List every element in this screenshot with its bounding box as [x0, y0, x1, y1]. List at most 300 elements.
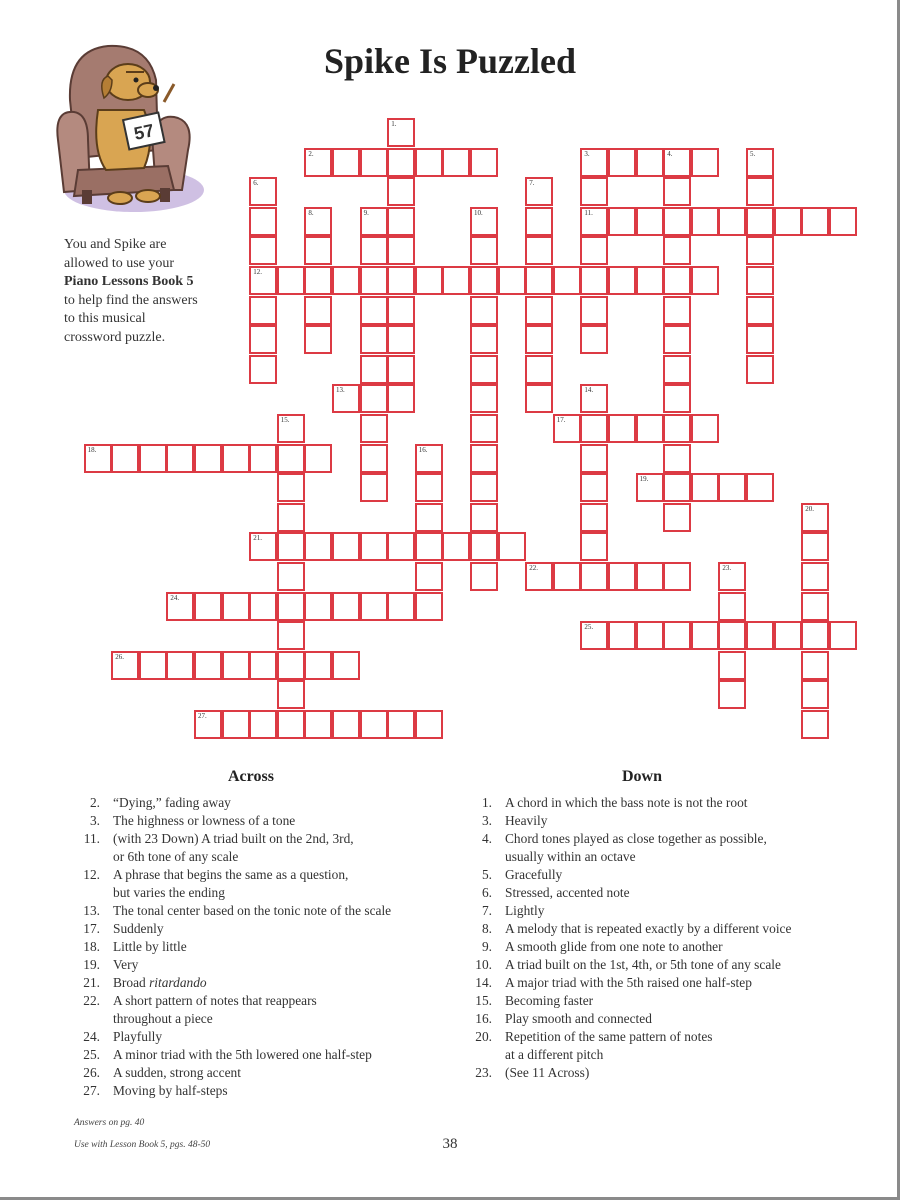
- cell-number: 19.: [639, 475, 649, 484]
- crossword-cell[interactable]: [553, 562, 581, 591]
- clue-text: A melody that is repeated exactly by a different voice: [505, 921, 792, 936]
- crossword-cell[interactable]: [580, 296, 608, 325]
- crossword-cell[interactable]: [194, 592, 222, 621]
- crossword-cell[interactable]: [387, 266, 415, 295]
- down-clue: [456, 830, 856, 866]
- cell-number: 10.: [474, 208, 483, 217]
- crossword-cell[interactable]: [139, 651, 167, 680]
- clue-text: A smooth glide from one note to another: [505, 939, 723, 954]
- crossword-cell[interactable]: [746, 266, 774, 295]
- crossword-cell[interactable]: [746, 148, 774, 177]
- across-clue: [64, 956, 444, 974]
- clue-number: 18.: [83, 939, 100, 954]
- dog-in-armchair-illustration: [48, 40, 208, 225]
- crossword-cell[interactable]: [222, 444, 250, 473]
- crossword-cell[interactable]: [360, 592, 388, 621]
- crossword-cell[interactable]: [746, 325, 774, 354]
- crossword-cell[interactable]: [332, 532, 360, 561]
- crossword-cell[interactable]: [525, 384, 553, 413]
- crossword-cell[interactable]: [801, 207, 829, 236]
- cell-number: 13.: [336, 386, 345, 395]
- crossword-cell[interactable]: [415, 473, 443, 502]
- clue-number: 2.: [89, 795, 100, 810]
- crossword-cell[interactable]: [718, 592, 746, 621]
- clue-number: 14.: [475, 975, 492, 990]
- crossword-cell[interactable]: [222, 592, 250, 621]
- cell-number: 12.: [253, 268, 262, 276]
- crossword-cell[interactable]: [498, 532, 526, 561]
- across-clue: [64, 812, 444, 830]
- down-heading: Down: [622, 768, 663, 785]
- crossword-cell[interactable]: [718, 473, 746, 502]
- crossword-cell[interactable]: [387, 296, 415, 325]
- across-clue-list: [64, 794, 444, 1100]
- crossword-cell[interactable]: [691, 266, 719, 295]
- crossword-cell[interactable]: [415, 503, 443, 532]
- clue-number: 9.: [481, 939, 492, 954]
- crossword-cell[interactable]: [553, 266, 581, 295]
- crossword-cell[interactable]: [249, 236, 277, 265]
- crossword-cell[interactable]: [249, 355, 277, 384]
- crossword-cell[interactable]: [580, 266, 608, 295]
- crossword-cell[interactable]: [249, 296, 277, 325]
- crossword-cell[interactable]: [801, 562, 829, 591]
- crossword-cell[interactable]: [360, 414, 388, 443]
- crossword-cell[interactable]: [636, 621, 664, 650]
- crossword-cell[interactable]: [277, 680, 305, 709]
- crossword-cell[interactable]: [360, 207, 388, 236]
- crossword-cell[interactable]: [691, 621, 719, 650]
- crossword-cell[interactable]: [222, 710, 250, 739]
- intro-line-1: You and Spike are allowed to use your: [64, 237, 175, 271]
- cell-number: 22.: [529, 564, 538, 572]
- down-clue: [456, 884, 856, 902]
- clue-number: 21.: [83, 975, 100, 990]
- crossword-cell[interactable]: [194, 710, 222, 739]
- crossword-cell[interactable]: [580, 532, 608, 561]
- crossword-cell[interactable]: [360, 266, 388, 295]
- crossword-cell[interactable]: [580, 177, 608, 206]
- crossword-cell[interactable]: [470, 266, 498, 295]
- crossword-cell[interactable]: [277, 710, 305, 739]
- across-clue: [64, 1064, 444, 1082]
- clue-number: 24.: [83, 1029, 100, 1044]
- crossword-cell[interactable]: [442, 532, 470, 561]
- answers-note: Answers on pg. 40: [74, 1118, 145, 1128]
- crossword-cell[interactable]: [774, 621, 802, 650]
- crossword-cell[interactable]: [608, 621, 636, 650]
- cell-number: 11.: [584, 208, 593, 217]
- crossword-cell[interactable]: [746, 296, 774, 325]
- clue-number: 11.: [83, 831, 100, 846]
- crossword-cell[interactable]: [415, 266, 443, 295]
- down-clue: [456, 992, 856, 1010]
- crossword-cell[interactable]: [222, 651, 250, 680]
- crossword-cell[interactable]: [387, 236, 415, 265]
- crossword-cell[interactable]: [387, 710, 415, 739]
- down-clue: [456, 812, 856, 830]
- crossword-cell[interactable]: [304, 266, 332, 295]
- crossword-cell[interactable]: [332, 266, 360, 295]
- crossword-cell[interactable]: [277, 592, 305, 621]
- crossword-cell[interactable]: [829, 207, 857, 236]
- crossword-cell[interactable]: [470, 532, 498, 561]
- crossword-cell[interactable]: [332, 384, 360, 413]
- across-clue: [64, 974, 444, 992]
- crossword-cell[interactable]: [360, 444, 388, 473]
- down-clue: [456, 1064, 856, 1082]
- clue-number: 4.: [481, 831, 492, 846]
- clue-number: 17.: [83, 921, 100, 936]
- crossword-cell[interactable]: [415, 562, 443, 591]
- crossword-cell[interactable]: [304, 592, 332, 621]
- cell-number: 8.: [308, 208, 314, 217]
- clue-text: “Dying,” fading away: [113, 795, 231, 810]
- crossword-cell[interactable]: [166, 651, 194, 680]
- clue-text: A major triad with the 5th raised one half-step: [505, 975, 752, 990]
- crossword-cell[interactable]: [360, 236, 388, 265]
- crossword-cell[interactable]: [663, 177, 691, 206]
- crossword-cell[interactable]: [801, 710, 829, 739]
- crossword-cell[interactable]: [387, 207, 415, 236]
- crossword-cell[interactable]: [470, 207, 498, 236]
- crossword-cell[interactable]: [801, 621, 829, 650]
- crossword-cell[interactable]: [304, 207, 332, 236]
- clue-text: Lightly: [505, 903, 545, 918]
- crossword-cell[interactable]: [718, 621, 746, 650]
- clue-number: 1.: [481, 795, 492, 810]
- lesson-book-note: Use with Lesson Book 5, pgs. 48-50: [74, 1140, 211, 1150]
- crossword-cell[interactable]: [249, 592, 277, 621]
- crossword-cell[interactable]: [608, 207, 636, 236]
- crossword-cell[interactable]: [360, 710, 388, 739]
- crossword-cell[interactable]: [636, 473, 664, 502]
- clue-number: 27.: [83, 1083, 100, 1098]
- clue-text: Little by little: [113, 939, 187, 954]
- crossword-cell[interactable]: [332, 148, 360, 177]
- crossword-cell[interactable]: [111, 444, 139, 473]
- cell-number: 6.: [253, 179, 259, 188]
- crossword-cell[interactable]: [525, 207, 553, 236]
- crossword-cell[interactable]: [415, 710, 443, 739]
- crossword-cell[interactable]: [304, 651, 332, 680]
- cell-number: 26.: [115, 652, 124, 661]
- crossword-cell[interactable]: [525, 296, 553, 325]
- crossword-cell[interactable]: [111, 651, 139, 680]
- crossword-cell[interactable]: [249, 325, 277, 354]
- clue-number: 25.: [83, 1047, 100, 1062]
- crossword-cell[interactable]: [663, 473, 691, 502]
- crossword-cell[interactable]: [608, 266, 636, 295]
- crossword-cell[interactable]: [84, 444, 112, 473]
- down-clue-list: [456, 794, 856, 1082]
- crossword-cell[interactable]: [249, 177, 277, 206]
- crossword-cell[interactable]: [801, 592, 829, 621]
- crossword-cell[interactable]: [470, 325, 498, 354]
- across-clue: [64, 992, 444, 1028]
- cell-number: 14.: [584, 386, 594, 395]
- crossword-cell[interactable]: [277, 562, 305, 591]
- crossword-cell[interactable]: [580, 503, 608, 532]
- crossword-cell[interactable]: [636, 207, 664, 236]
- crossword-cell[interactable]: [691, 473, 719, 502]
- page-number: 38: [442, 1136, 458, 1152]
- crossword-cell[interactable]: [663, 266, 691, 295]
- crossword-cell[interactable]: [332, 592, 360, 621]
- crossword-cell[interactable]: [249, 710, 277, 739]
- crossword-cell[interactable]: [608, 562, 636, 591]
- crossword-cell[interactable]: [801, 532, 829, 561]
- crossword-cell[interactable]: [304, 444, 332, 473]
- crossword-cell[interactable]: [277, 532, 305, 561]
- across-clue: [64, 830, 444, 866]
- crossword-cell[interactable]: [718, 680, 746, 709]
- crossword-cell[interactable]: [470, 384, 498, 413]
- clue-text: Becoming faster: [505, 993, 594, 1008]
- crossword-cell[interactable]: [360, 473, 388, 502]
- crossword-cell[interactable]: [470, 296, 498, 325]
- crossword-cell[interactable]: [580, 384, 608, 413]
- crossword-cell[interactable]: [580, 562, 608, 591]
- crossword-cell[interactable]: [691, 207, 719, 236]
- crossword-cell[interactable]: [387, 148, 415, 177]
- crossword-cell[interactable]: [360, 384, 388, 413]
- crossword-cell[interactable]: [801, 651, 829, 680]
- crossword-cell[interactable]: [277, 621, 305, 650]
- crossword-cell[interactable]: [387, 384, 415, 413]
- clue-number: 3.: [481, 813, 492, 828]
- clue-number: 3.: [89, 813, 100, 828]
- crossword-cell[interactable]: [580, 236, 608, 265]
- crossword-cell[interactable]: [277, 473, 305, 502]
- across-clue: [64, 902, 444, 920]
- crossword-cell[interactable]: [277, 414, 305, 443]
- crossword-cell[interactable]: [360, 296, 388, 325]
- across-heading: Across: [228, 768, 274, 785]
- cell-number: 27.: [198, 712, 207, 720]
- crossword-cell[interactable]: [525, 236, 553, 265]
- down-clue: [456, 974, 856, 992]
- crossword-cell[interactable]: [360, 148, 388, 177]
- clue-number: 5.: [481, 867, 492, 882]
- clue-number: 15.: [475, 993, 492, 1008]
- crossword-cell[interactable]: [304, 148, 332, 177]
- down-clue: [456, 1010, 856, 1028]
- across-clue: [64, 1028, 444, 1046]
- crossword-cell[interactable]: [442, 266, 470, 295]
- crossword-cell[interactable]: [332, 651, 360, 680]
- crossword-cell[interactable]: [663, 236, 691, 265]
- crossword-cell[interactable]: [691, 148, 719, 177]
- crossword-cell[interactable]: [718, 651, 746, 680]
- cell-number: 4.: [667, 149, 673, 158]
- crossword-cell[interactable]: [580, 414, 608, 443]
- crossword-cell[interactable]: [387, 177, 415, 206]
- crossword-cell[interactable]: [415, 532, 443, 561]
- crossword-cell[interactable]: [470, 355, 498, 384]
- crossword-cell[interactable]: [470, 414, 498, 443]
- crossword-cell[interactable]: [249, 651, 277, 680]
- clue-text: A sudden, strong accent: [113, 1065, 241, 1080]
- cell-number: 1.: [391, 120, 397, 128]
- crossword-cell[interactable]: [415, 148, 443, 177]
- crossword-cell[interactable]: [166, 592, 194, 621]
- crossword-cell[interactable]: [663, 562, 691, 591]
- crossword-cell[interactable]: [663, 355, 691, 384]
- cell-number: 9.: [363, 208, 369, 217]
- crossword-cell[interactable]: [580, 473, 608, 502]
- crossword-cell[interactable]: [774, 207, 802, 236]
- crossword-cell[interactable]: [249, 444, 277, 473]
- cell-number: 16.: [418, 445, 428, 454]
- crossword-cell[interactable]: [663, 296, 691, 325]
- crossword-cell[interactable]: [663, 148, 691, 177]
- clue-number: 10.: [475, 957, 492, 972]
- crossword-cell[interactable]: [277, 444, 305, 473]
- clue-number: 12.: [83, 867, 100, 882]
- crossword-cell[interactable]: [360, 325, 388, 354]
- intro-text: [64, 236, 198, 347]
- crossword-cell[interactable]: [470, 236, 498, 265]
- crossword-cell[interactable]: [387, 355, 415, 384]
- crossword-cell[interactable]: [249, 266, 277, 295]
- crossword-cell[interactable]: [553, 414, 581, 443]
- crossword-cell[interactable]: [636, 148, 664, 177]
- crossword-cell[interactable]: [387, 592, 415, 621]
- crossword-cell[interactable]: [277, 266, 305, 295]
- crossword-cell[interactable]: [718, 207, 746, 236]
- crossword-cell[interactable]: [636, 562, 664, 591]
- crossword-cell[interactable]: [663, 621, 691, 650]
- clue-text: Play smooth and connected: [505, 1011, 652, 1026]
- cell-number: 24.: [170, 593, 180, 602]
- clue-number: 26.: [83, 1065, 100, 1080]
- crossword-cell[interactable]: [663, 444, 691, 473]
- crossword-cell[interactable]: [580, 207, 608, 236]
- crossword-cell[interactable]: [304, 236, 332, 265]
- down-clue: [456, 938, 856, 956]
- crossword-cell[interactable]: [663, 325, 691, 354]
- crossword-cell[interactable]: [525, 266, 553, 295]
- crossword-cell[interactable]: [442, 148, 470, 177]
- cell-number: 2.: [308, 149, 314, 158]
- crossword-cell[interactable]: [525, 562, 553, 591]
- cell-number: 20.: [805, 504, 814, 513]
- clue-number: 22.: [83, 993, 100, 1008]
- crossword-cell[interactable]: [277, 503, 305, 532]
- crossword-cell[interactable]: [470, 562, 498, 591]
- crossword-cell[interactable]: [304, 532, 332, 561]
- cell-number: 23.: [722, 564, 732, 572]
- crossword-cell[interactable]: [580, 621, 608, 650]
- crossword-cell[interactable]: [166, 444, 194, 473]
- crossword-cell[interactable]: [663, 414, 691, 443]
- crossword-cell[interactable]: [746, 355, 774, 384]
- clue-text: A chord in which the bass note is not the root: [505, 795, 748, 810]
- crossword-cell[interactable]: [636, 414, 664, 443]
- clue-text: Stressed, accented note: [505, 885, 630, 900]
- crossword-cell[interactable]: [608, 414, 636, 443]
- crossword-cell[interactable]: [663, 207, 691, 236]
- crossword-cell[interactable]: [415, 592, 443, 621]
- crossword-cell[interactable]: [663, 384, 691, 413]
- svg-text:57: 57: [132, 120, 156, 144]
- cell-number: 3.: [584, 149, 590, 158]
- crossword-cell[interactable]: [580, 148, 608, 177]
- crossword-cell[interactable]: [194, 651, 222, 680]
- crossword-cell[interactable]: [470, 503, 498, 532]
- clue-text: A minor triad with the 5th lowered one half-step: [113, 1047, 372, 1062]
- crossword-cell[interactable]: [801, 503, 829, 532]
- crossword-cell[interactable]: [470, 473, 498, 502]
- crossword-cell[interactable]: [691, 414, 719, 443]
- crossword-cell[interactable]: [746, 621, 774, 650]
- crossword-cell[interactable]: [470, 444, 498, 473]
- cell-number: 17.: [556, 416, 566, 424]
- crossword-cell[interactable]: [525, 355, 553, 384]
- clue-number: 6.: [481, 885, 492, 900]
- crossword-cell[interactable]: [525, 177, 553, 206]
- clue-text: Repetition of the same pattern of notes at a different pitch: [505, 1029, 713, 1062]
- crossword-cell[interactable]: [746, 207, 774, 236]
- crossword-cell[interactable]: [746, 473, 774, 502]
- clue-number: 13.: [83, 903, 100, 918]
- clue-text: Very: [113, 957, 139, 972]
- crossword-cell[interactable]: [498, 266, 526, 295]
- crossword-cell[interactable]: [746, 236, 774, 265]
- crossword-cell[interactable]: [387, 118, 415, 147]
- crossword-cell[interactable]: [332, 710, 360, 739]
- clue-number: 8.: [481, 921, 492, 936]
- crossword-cell[interactable]: [360, 532, 388, 561]
- crossword-cell[interactable]: [470, 148, 498, 177]
- crossword-cell[interactable]: [663, 503, 691, 532]
- crossword-cell[interactable]: [249, 207, 277, 236]
- crossword-cell[interactable]: [387, 325, 415, 354]
- crossword-cell[interactable]: [139, 444, 167, 473]
- clue-text: Gracefully: [505, 867, 563, 882]
- crossword-cell[interactable]: [746, 177, 774, 206]
- crossword-cell[interactable]: [636, 266, 664, 295]
- crossword-cell[interactable]: [304, 710, 332, 739]
- crossword-cell[interactable]: [304, 296, 332, 325]
- crossword-cell[interactable]: [580, 325, 608, 354]
- cell-number: 25.: [584, 623, 594, 632]
- cell-number: 15.: [280, 416, 290, 424]
- crossword-cell[interactable]: [249, 532, 277, 561]
- down-clue: [456, 920, 856, 938]
- clue-text: Suddenly: [113, 921, 164, 936]
- crossword-cell[interactable]: [801, 680, 829, 709]
- crossword-cell[interactable]: [387, 532, 415, 561]
- crossword-cell[interactable]: [829, 621, 857, 650]
- clue-text: (with 23 Down) A triad built on the 2nd, 3rd, or 6th tone of any scale: [113, 831, 354, 864]
- crossword-cell[interactable]: [608, 148, 636, 177]
- crossword-cell[interactable]: [360, 355, 388, 384]
- crossword-cell[interactable]: [304, 325, 332, 354]
- down-clue: [456, 902, 856, 920]
- clue-text: The highness or lowness of a tone: [113, 813, 296, 828]
- crossword-cell[interactable]: [580, 444, 608, 473]
- crossword-cell[interactable]: [277, 651, 305, 680]
- crossword-cell[interactable]: [194, 444, 222, 473]
- clue-text: Moving by half-steps: [113, 1083, 228, 1098]
- clue-text: A short pattern of notes that reappears throughout a piece: [113, 993, 317, 1026]
- crossword-cell[interactable]: [525, 325, 553, 354]
- cell-number: 7.: [529, 179, 535, 188]
- crossword-cell[interactable]: [718, 562, 746, 591]
- crossword-cell[interactable]: [415, 444, 443, 473]
